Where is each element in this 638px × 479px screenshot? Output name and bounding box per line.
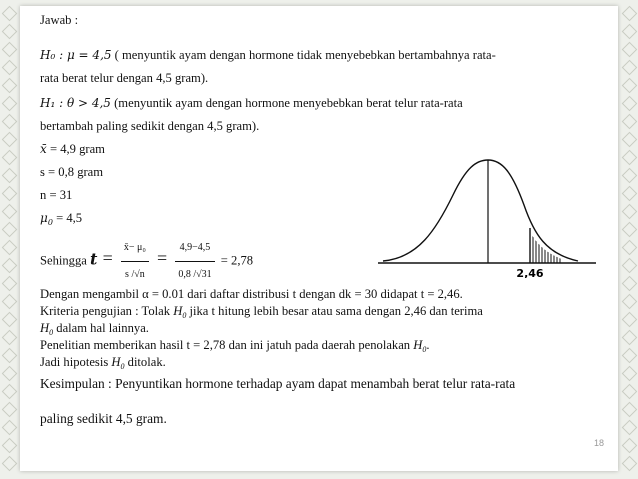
mu0-symbol: $\mu_0$ bbox=[40, 211, 53, 227]
diamond-ornament bbox=[2, 186, 18, 202]
criteria-cont: $H_0$ dalam hal lainnya. bbox=[40, 321, 149, 337]
rejection-region-hatch bbox=[533, 220, 560, 264]
sample-size-line: n = 31 bbox=[40, 188, 73, 202]
bell-curve bbox=[383, 160, 578, 261]
diamond-ornament bbox=[2, 114, 18, 130]
diamond-ornament bbox=[2, 42, 18, 58]
diamond-ornament bbox=[622, 330, 638, 346]
diamond-ornament bbox=[622, 366, 638, 382]
diamond-ornament bbox=[622, 6, 638, 22]
diamond-ornament bbox=[2, 60, 18, 76]
diamond-ornament bbox=[2, 24, 18, 40]
mu0-value: = 4,5 bbox=[56, 211, 83, 225]
criteria-line: Kriteria pengujian : Tolak $H_0$ jika t hitung lebih besar atau sama dengan 2,46 dan terima bbox=[40, 304, 483, 320]
diamond-ornament bbox=[622, 258, 638, 274]
summary-line: Kesimpulan : Penyuntikan hormone terhadap ayam dapat menambah berat telur rata-rata bbox=[40, 376, 516, 391]
research-result-line: Penelitian memberikan hasil t = 2,78 dan ini jatuh pada daerah penolakan $H_0$. bbox=[40, 338, 430, 354]
diamond-ornament bbox=[622, 60, 638, 76]
sample-mean-value: = 4,9 gram bbox=[49, 142, 105, 156]
diamond-ornament bbox=[622, 276, 638, 292]
diamond-ornament bbox=[622, 186, 638, 202]
diamond-ornament bbox=[622, 384, 638, 400]
diamond-ornament bbox=[622, 78, 638, 94]
diamond-ornament bbox=[2, 204, 18, 220]
t-result: = 2,78 bbox=[220, 253, 254, 268]
criteria-cont-text: dalam hal lainnya. bbox=[56, 321, 149, 335]
research-result-text: Penelitian memberikan hasil t = 2,78 dan ini jatuh pada daerah penolakan bbox=[40, 338, 411, 352]
diamond-ornament bbox=[2, 150, 18, 166]
equals-sign: = bbox=[102, 248, 113, 269]
summary-cont: paling sedikit 4,5 gram. bbox=[40, 411, 167, 426]
diamond-ornament bbox=[2, 312, 18, 328]
diamond-ornament bbox=[622, 132, 638, 148]
diamond-ornament bbox=[2, 132, 18, 148]
diamond-ornament bbox=[622, 294, 638, 310]
diamond-ornament bbox=[2, 96, 18, 112]
page-number: 18 bbox=[594, 438, 605, 448]
std-dev-line: s = 0,8 gram bbox=[40, 165, 104, 179]
formula-denominator: s /√n bbox=[125, 269, 145, 280]
conclusion-h0-pre: Jadi hipotesis bbox=[40, 355, 109, 369]
null-hypothesis-cont: rata berat telur dengan 4,5 gram). bbox=[40, 71, 209, 85]
diamond-ornament bbox=[622, 150, 638, 166]
diamond-ornament bbox=[2, 258, 18, 274]
sehingga-label: Sehingga bbox=[40, 253, 87, 268]
diamond-ornament bbox=[622, 240, 638, 256]
diamond-ornament bbox=[2, 420, 18, 436]
diamond-ornament bbox=[622, 96, 638, 112]
diamond-ornament bbox=[2, 78, 18, 94]
alpha-line: Dengan mengambil α = 0.01 dari daftar distribusi t dengan dk = 30 didapat t = 2,46. bbox=[40, 287, 463, 301]
t-variable: t bbox=[90, 249, 98, 269]
formula-fraction bbox=[121, 236, 149, 287]
h1-symbol: H₁ : θ > 4,5 bbox=[40, 96, 111, 110]
diamond-ornament bbox=[2, 348, 18, 364]
critical-value-label: 2,46 bbox=[516, 267, 544, 278]
formula-numerator: x̄− μ₀ bbox=[121, 236, 149, 262]
diamond-ornament bbox=[2, 6, 18, 22]
value-numerator: 4,9−4,5 bbox=[175, 236, 214, 262]
diamond-ornament bbox=[2, 276, 18, 292]
diamond-ornament bbox=[2, 402, 18, 418]
diamond-ornament bbox=[2, 438, 18, 454]
diamond-ornament bbox=[622, 456, 638, 472]
diamond-ornament bbox=[2, 168, 18, 184]
criteria-label: Kriteria pengujian : Tolak bbox=[40, 304, 171, 318]
xbar-symbol: x̄ bbox=[40, 142, 47, 156]
diamond-ornament bbox=[622, 420, 638, 436]
diamond-ornament bbox=[2, 294, 18, 310]
diamond-ornament bbox=[2, 240, 18, 256]
sample-mean-line bbox=[40, 142, 105, 156]
diamond-ornament bbox=[2, 330, 18, 346]
diamond-ornament bbox=[2, 222, 18, 238]
diamond-ornament bbox=[622, 438, 638, 454]
diamond-ornament bbox=[622, 312, 638, 328]
diamond-ornament bbox=[2, 384, 18, 400]
diamond-ornament bbox=[622, 348, 638, 364]
null-hypothesis-line bbox=[40, 48, 496, 62]
diamond-ornament bbox=[2, 456, 18, 472]
mu0-line bbox=[40, 211, 82, 230]
diamond-ornament bbox=[622, 42, 638, 58]
conclusion-h0-line: Jadi hipotesis $H_0$ ditolak. bbox=[40, 355, 166, 371]
equals-sign: = bbox=[157, 248, 168, 269]
diamond-ornament bbox=[622, 402, 638, 418]
value-fraction bbox=[175, 236, 214, 287]
alt-hypothesis-line bbox=[40, 96, 463, 110]
criteria-text: jika t hitung lebih besar atau sama dengan 2,46 dan terima bbox=[189, 304, 483, 318]
answer-heading: Jawab : bbox=[40, 13, 79, 27]
h0-description: ( menyuntik ayam dengan hormone tidak menyebebkan bertambahnya rata- bbox=[114, 48, 496, 62]
h0-symbol: H₀ : μ = 4,5 bbox=[40, 48, 112, 62]
alt-hypothesis-cont: bertambah paling sedikit dengan 4,5 gram). bbox=[40, 119, 260, 133]
diamond-ornament bbox=[622, 168, 638, 184]
t-formula-line bbox=[40, 236, 253, 287]
diamond-ornament bbox=[622, 114, 638, 130]
diamond-ornament bbox=[622, 222, 638, 238]
diamond-ornament bbox=[2, 366, 18, 382]
value-denominator: 0,8 /√31 bbox=[178, 269, 212, 280]
conclusion-h0-post: ditolak. bbox=[127, 355, 166, 369]
diamond-ornament bbox=[622, 204, 638, 220]
h1-description: (menyuntik ayam dengan hormone menyebebkan berat telur rata-rata bbox=[114, 96, 463, 110]
diamond-ornament bbox=[622, 24, 638, 40]
t-distribution-curve bbox=[378, 150, 598, 278]
